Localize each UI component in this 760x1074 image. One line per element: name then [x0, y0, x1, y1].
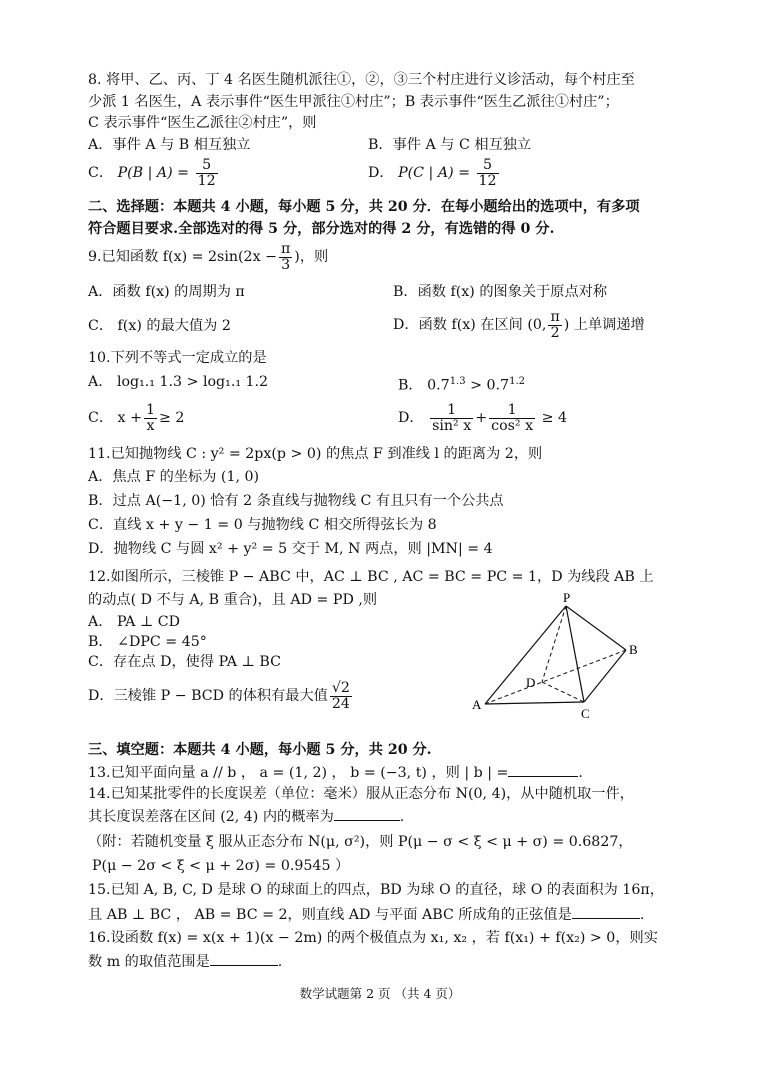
q8-d-expr: P(C | A) = — [398, 165, 471, 181]
q10-c-fraction — [144, 403, 157, 434]
q11-option-c: C．直线 x + y − 1 = 0 与抛物线 C 相交所得弦长为 8 — [88, 517, 437, 533]
q12-d-num: √2 — [331, 679, 350, 696]
q9-stem — [88, 240, 328, 274]
q10-b-sup2: 1.2 — [509, 376, 525, 387]
q11-stem: 11.已知抛物线 C : y² = 2px(p > 0) 的焦点 F 到准线 l 的距离为 2，则 — [88, 446, 543, 462]
q12-d-fraction — [330, 681, 352, 712]
q14-line4: P(μ − 2σ < ξ < μ + 2σ) = 0.9545 ） — [92, 858, 350, 874]
label-d: D — [526, 675, 536, 690]
q14-line2 — [88, 806, 404, 827]
q8-c-den: 12 — [197, 172, 216, 189]
q14-end: . — [399, 809, 405, 825]
q13-answer-blank[interactable] — [508, 762, 578, 777]
q9-d-a: D．函数 f(x) 在区间 (0, — [393, 317, 547, 333]
q16-line2-text: 数 m 的取值范围是 — [88, 954, 210, 970]
q10-d-den1: sin² x — [432, 417, 472, 434]
q12-option-d — [88, 676, 354, 716]
label-c: C — [581, 706, 590, 721]
q9-stem-den: 3 — [281, 256, 291, 273]
pyramid-figure — [460, 588, 660, 728]
q10-d-den2: cos² x — [491, 417, 534, 434]
q10-b-sup1: 1.3 — [449, 376, 466, 387]
q16-end: . — [277, 954, 283, 970]
q9-stem-a: 9.已知函数 f(x) = 2sin(2x − — [88, 249, 277, 265]
q8-option-a: A．事件 A 与 B 相互独立 — [88, 137, 251, 153]
q9-stem-num: π — [280, 240, 291, 257]
q8-d-den: 12 — [478, 172, 497, 189]
edge-pd-dashed — [542, 606, 566, 682]
page-footer: 数学试题第 2 页 （共 4 页） — [299, 986, 461, 1001]
q16-answer-blank[interactable] — [210, 951, 278, 966]
q9-option-b: B．函数 f(x) 的图象关于原点对称 — [393, 284, 608, 300]
section2-line1: 二、选择题：本题共 4 小题，每小题 5 分，共 20 分．在每小题给出的选项中，有多项 — [88, 199, 640, 215]
q9-d-num: π — [550, 308, 560, 325]
q8-option-b: B．事件 A 与 C 相互独立 — [368, 137, 532, 153]
q14-line3: （附：若随机变量 ξ 服从正态分布 N(μ, σ²)，则 P(μ − σ < ξ < μ + σ) = 0.6827， — [88, 834, 633, 850]
q8-c-label: C． — [88, 165, 114, 181]
q9-option-d — [393, 308, 645, 342]
q12-line2: 的动点( D 不与 A, B 重合)，且 AD = PD ,则 — [88, 592, 378, 608]
q11-option-b: B．过点 A(−1, 0) 恰有 2 条直线与抛物线 C 有且只有一个公共点 — [88, 493, 504, 509]
q10-c-num: 1 — [145, 401, 155, 418]
q10-d-num2: 1 — [489, 403, 535, 419]
label-b: B — [629, 642, 638, 657]
q8-d-label: D． — [368, 165, 394, 181]
q14-line2-text: 其长度误差落在区间 (2, 4) 内的概率为 — [88, 809, 334, 825]
q9-d-b: ) 上单调递增 — [563, 317, 645, 333]
section3-title: 三、填空题：本题共 4 小题，每小题 5 分，共 20 分. — [88, 742, 432, 758]
q11-option-d: D．抛物线 C 与圆 x² + y² = 5 交于 M, N 两点，则 |MN| = 4 — [88, 541, 493, 557]
edge-ac — [485, 702, 584, 704]
q10-d-fraction1 — [430, 403, 473, 434]
q14-answer-blank[interactable] — [334, 806, 400, 821]
q10-d-b: ≥ 4 — [541, 410, 568, 426]
q16-line1: 16.设函数 f(x) = x(x + 1)(x − 2m) 的两个极值点为 x₁, x₂ ，若 f(x₁) + f(x₂) > 0，则实 — [88, 930, 658, 946]
edge-pc — [566, 606, 584, 702]
q9-stem-b: )，则 — [294, 249, 329, 265]
q10-c-b: ≥ 2 — [158, 410, 185, 426]
edge-dc-dashed — [542, 682, 584, 702]
q8-c-num: 5 — [196, 158, 218, 174]
q13-line — [88, 762, 583, 783]
q12-d-den: 24 — [331, 695, 350, 712]
q9-stem-fraction — [279, 242, 292, 273]
label-a: A — [472, 697, 482, 712]
q12-line1: 12.如图所示，三棱锥 P − ABC 中，AC ⊥ BC , AC = BC = PC = 1，D 为线段 AB 上 — [88, 569, 654, 585]
q15-line2 — [88, 904, 644, 925]
q10-c-den: x — [146, 417, 155, 434]
q14-line1: 14.已知某批零件的长度误差（单位：毫米）服从正态分布 N(0, 4)，从中随机取一件， — [88, 786, 634, 802]
q8-d-fraction — [477, 158, 499, 189]
q15-answer-blank[interactable] — [572, 904, 640, 919]
q10-option-d — [398, 400, 567, 436]
q9-d-den: 2 — [550, 324, 560, 341]
q13-end: . — [578, 765, 583, 781]
q8-line3: C 表示事件“医生乙派往②村庄”，则 — [88, 115, 317, 131]
q10-d-num1: 1 — [430, 403, 473, 419]
q16-line2 — [88, 951, 282, 972]
q8-c-fraction — [196, 158, 218, 189]
q9-option-a: A．函数 f(x) 的周期为 π — [88, 284, 245, 300]
q15-end: . — [639, 907, 645, 923]
q9-option-c: C． f(x) 的最大值为 2 — [88, 318, 231, 334]
q15-line1: 15.已知 A, B, C, D 是球 O 的球面上的四点，BD 为球 O 的直径，球 O 的表面积为 16π， — [88, 882, 664, 898]
q12-option-b: B． ∠DPC = 45° — [88, 634, 207, 650]
q10-d-plus: + — [475, 410, 488, 426]
label-p: P — [563, 590, 571, 605]
q10-option-c — [88, 400, 184, 436]
q12-option-a: A． PA ⊥ CD — [88, 614, 181, 630]
q10-d-fraction2 — [489, 403, 535, 434]
q12-option-c: C．存在点 D，使得 PA ⊥ BC — [88, 654, 281, 670]
q8-option-c — [88, 157, 220, 189]
q8-line2: 少派 1 名医生，A 表示事件“医生甲派往①村庄”；B 表示事件“医生乙派往①村庄”； — [88, 94, 619, 110]
q8-option-d — [368, 157, 501, 189]
q8-d-num: 5 — [477, 158, 499, 174]
q10-b-mid: > 0.7 — [465, 377, 510, 394]
q10-b-a: B． 0.7 — [398, 377, 450, 394]
q15-line2-text: 且 AB ⊥ BC ， AB = BC = 2，则直线 AD 与平面 ABC 所成角的正弦值是 — [88, 907, 572, 923]
q10-option-b — [398, 372, 525, 396]
q9-d-fraction — [548, 310, 561, 341]
edge-pb — [566, 606, 626, 650]
q10-stem: 10.下列不等式一定成立的是 — [88, 350, 267, 366]
q13-text: 13.已知平面向量 a // b ， a = (1, 2) ， b = (−3, t) ，则 | b | = — [88, 765, 509, 781]
q8-c-expr: P(B | A) = — [117, 165, 190, 181]
q8-line1: 8. 将甲、乙、丙、丁 4 名医生随机派往①，②，③三个村庄进行义诊活动，每个村庄至 — [88, 72, 635, 88]
section2-line2: 符合题目要求.全部选对的得 5 分，部分选对的得 2 分，有选错的得 0 分. — [88, 221, 555, 237]
q10-d-a: D． — [398, 410, 424, 426]
q10-option-a: A． log₁.₁ 1.3 > log₁.₁ 1.2 — [88, 374, 269, 390]
q12-d-a: D．三棱锥 P − BCD 的体积有最大值 — [88, 688, 328, 704]
q11-option-a: A．焦点 F 的坐标为 (1, 0) — [88, 469, 260, 485]
q10-c-a: C． x + — [88, 410, 142, 426]
